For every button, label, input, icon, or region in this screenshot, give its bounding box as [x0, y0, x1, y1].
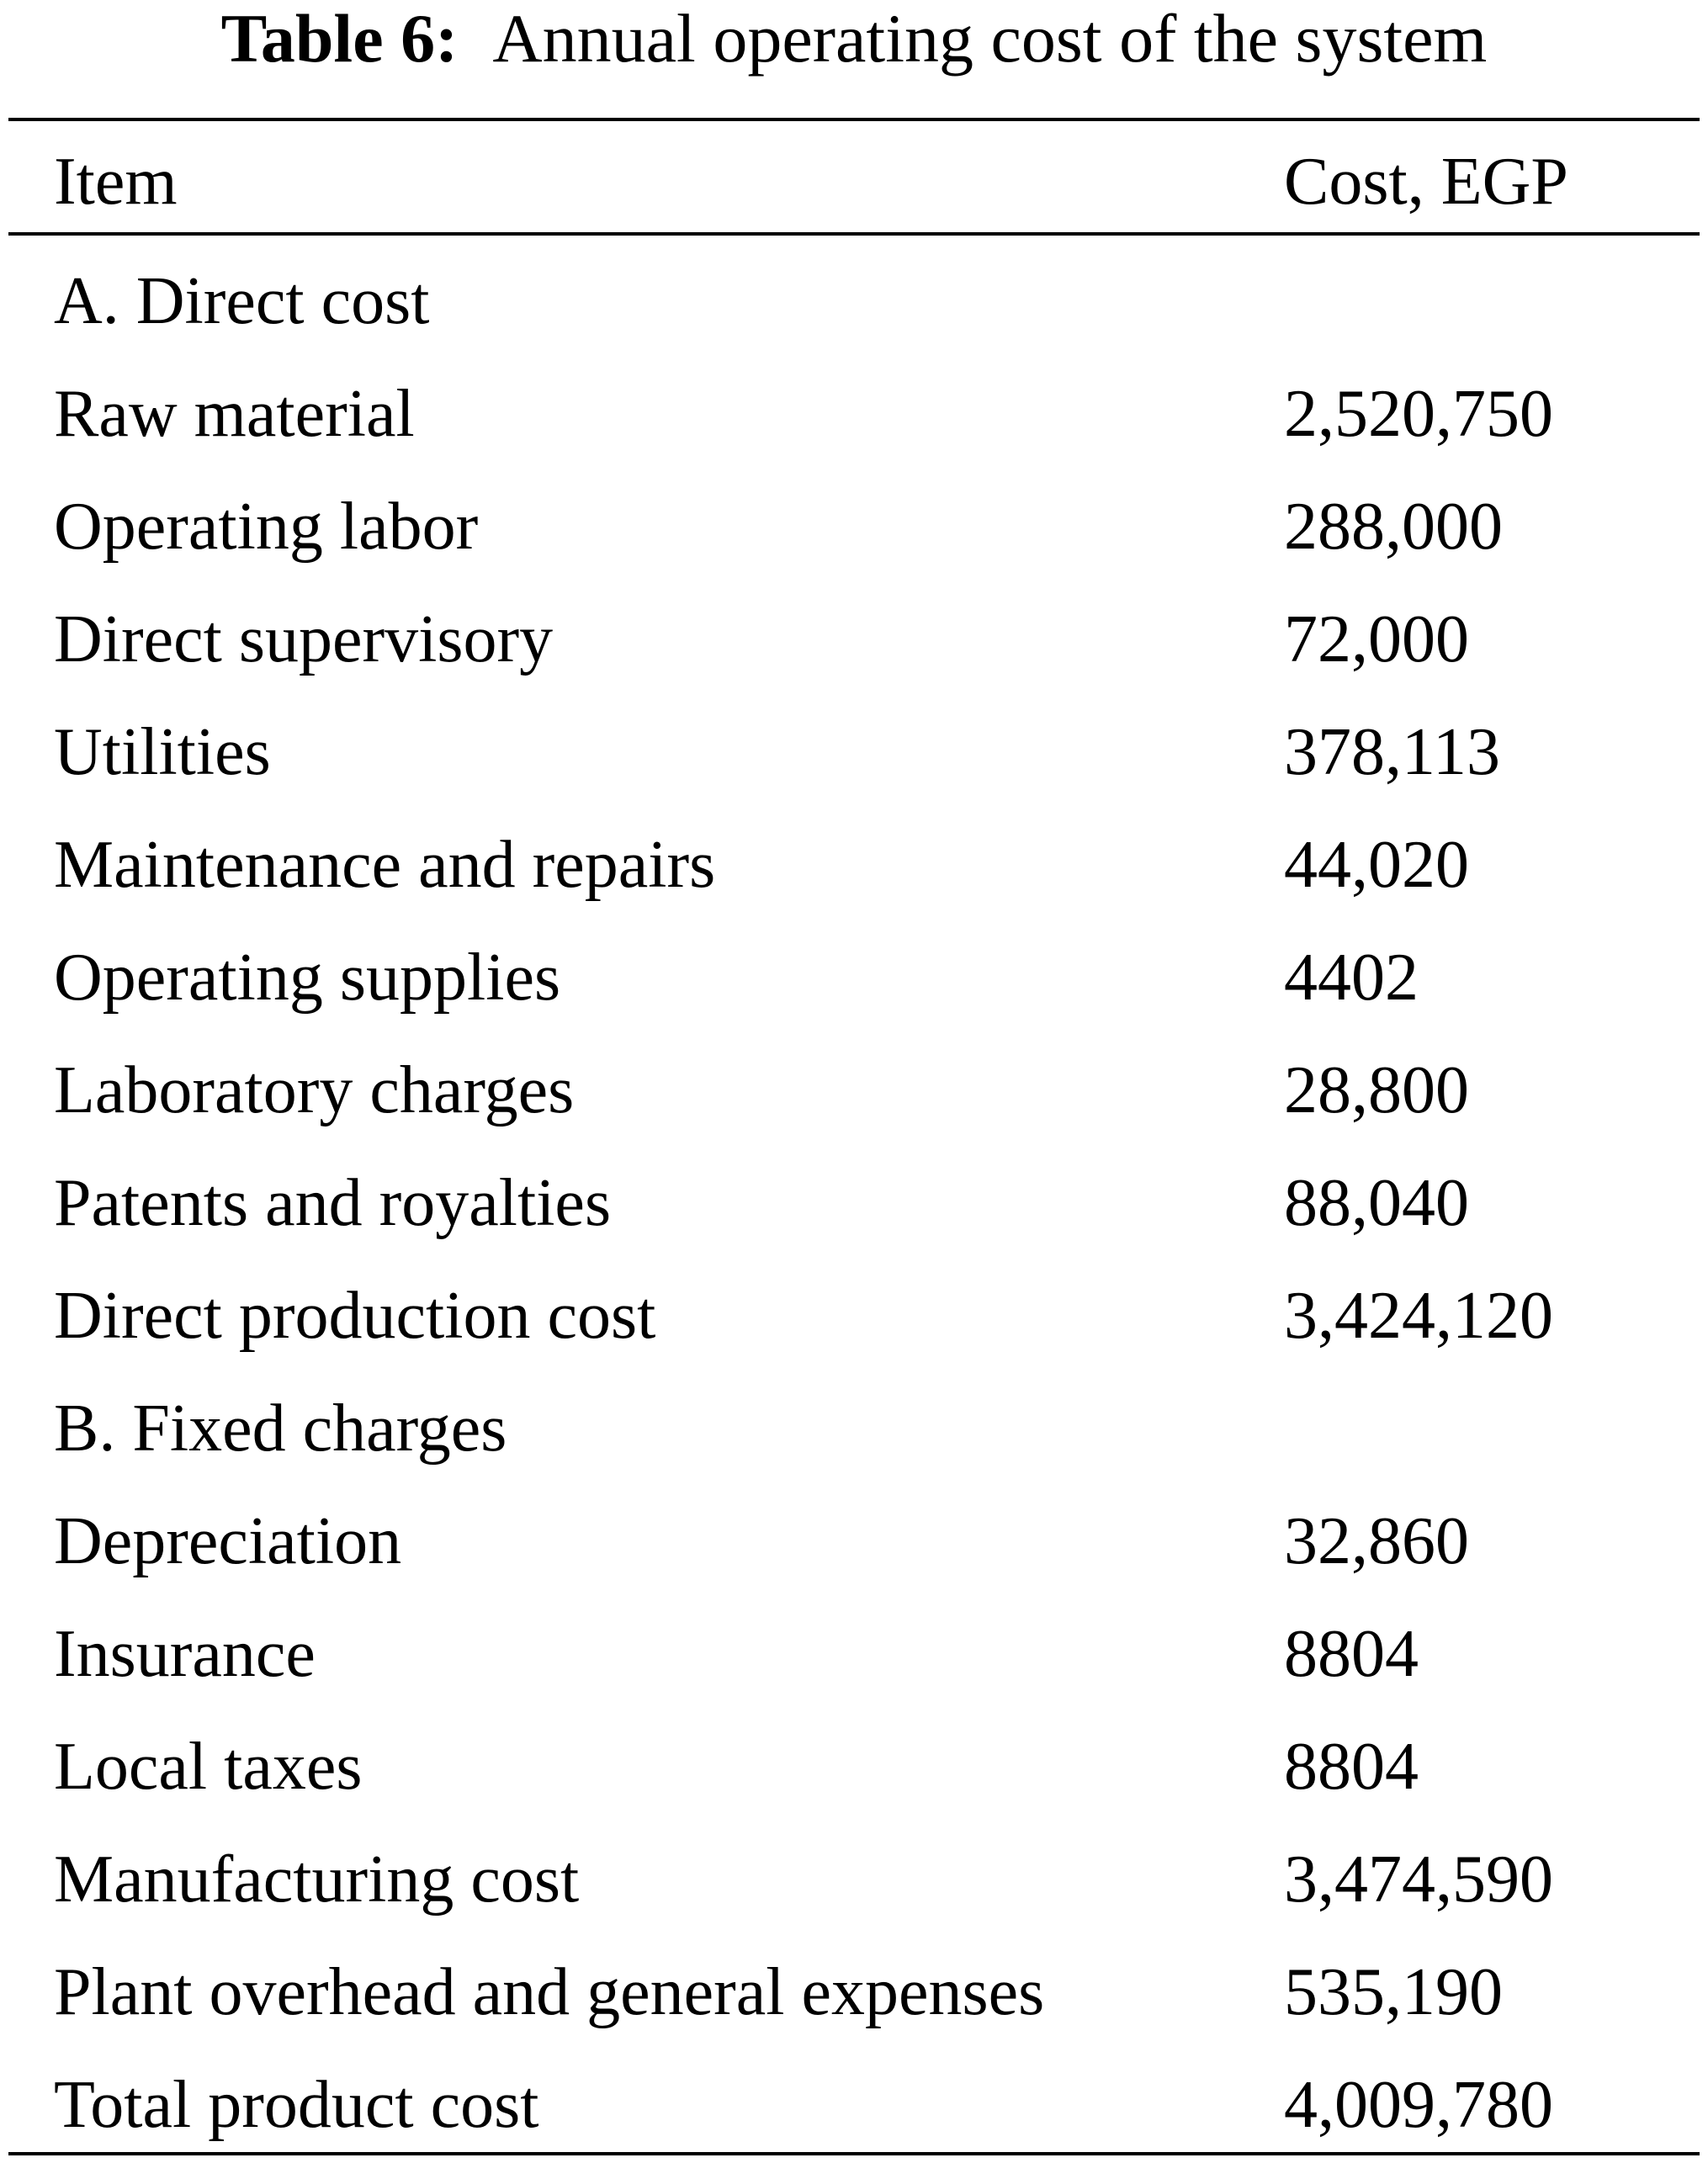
table-caption-title: Annual operating cost of the system — [492, 0, 1488, 77]
row-cost: 88,040 — [1284, 1166, 1469, 1240]
section-row-fixed-charges — [0, 1372, 1708, 1485]
table-row — [0, 470, 1708, 583]
row-item: Manufacturing cost — [54, 1842, 580, 1916]
row-item: Depreciation — [54, 1504, 402, 1578]
row-cost: 72,000 — [1284, 602, 1469, 676]
row-cost: 8804 — [1284, 1617, 1419, 1691]
table-row — [0, 1823, 1708, 1936]
row-cost: 4,009,780 — [1284, 2068, 1553, 2142]
row-cost: 32,860 — [1284, 1504, 1469, 1578]
row-item: Direct production cost — [54, 1279, 656, 1353]
table-header-rule — [8, 232, 1700, 236]
row-cost: 4402 — [1284, 941, 1419, 1015]
row-item: Direct supervisory — [54, 602, 554, 676]
row-item: Operating labor — [54, 490, 479, 564]
row-item: Plant overhead and general expenses — [54, 1955, 1045, 2029]
row-item: B. Fixed charges — [54, 1392, 507, 1466]
table-row — [0, 808, 1708, 921]
row-item: Patents and royalties — [54, 1166, 612, 1240]
row-cost: 3,474,590 — [1284, 1842, 1553, 1916]
row-cost: 44,020 — [1284, 828, 1469, 902]
row-cost: 288,000 — [1284, 490, 1503, 564]
table-top-rule — [8, 118, 1700, 121]
row-item: A. Direct cost — [54, 264, 430, 338]
row-item: Insurance — [54, 1617, 316, 1691]
table-row — [0, 1485, 1708, 1598]
table-header-row — [0, 131, 1708, 232]
column-header-item: Item — [54, 145, 178, 219]
table-row — [0, 583, 1708, 696]
table-caption-label: Table 6: — [220, 0, 459, 77]
row-cost: 28,800 — [1284, 1053, 1469, 1127]
row-item: Maintenance and repairs — [54, 828, 716, 902]
table-row — [0, 1034, 1708, 1147]
row-cost: 535,190 — [1284, 1955, 1503, 2029]
row-item: Total product cost — [54, 2068, 539, 2142]
table-row — [0, 358, 1708, 470]
row-item: Laboratory charges — [54, 1053, 575, 1127]
table-row — [0, 1598, 1708, 1710]
table-row-total — [0, 2049, 1708, 2161]
row-cost: 378,113 — [1284, 715, 1501, 789]
table-bottom-rule — [8, 2152, 1700, 2155]
row-item: Utilities — [54, 715, 271, 789]
section-row-direct-cost — [0, 245, 1708, 358]
table-row — [0, 1147, 1708, 1259]
table-row — [0, 921, 1708, 1034]
row-item: Operating supplies — [54, 941, 561, 1015]
table-caption — [0, 0, 1708, 77]
table-row — [0, 1936, 1708, 2049]
table-row — [0, 696, 1708, 808]
column-header-cost: Cost, EGP — [1284, 145, 1568, 219]
row-cost: 3,424,120 — [1284, 1279, 1553, 1353]
row-cost: 8804 — [1284, 1730, 1419, 1804]
row-item: Local taxes — [54, 1730, 363, 1804]
row-item: Raw material — [54, 377, 415, 451]
row-cost: 2,520,750 — [1284, 377, 1553, 451]
table-row — [0, 1710, 1708, 1823]
table-row — [0, 1259, 1708, 1372]
